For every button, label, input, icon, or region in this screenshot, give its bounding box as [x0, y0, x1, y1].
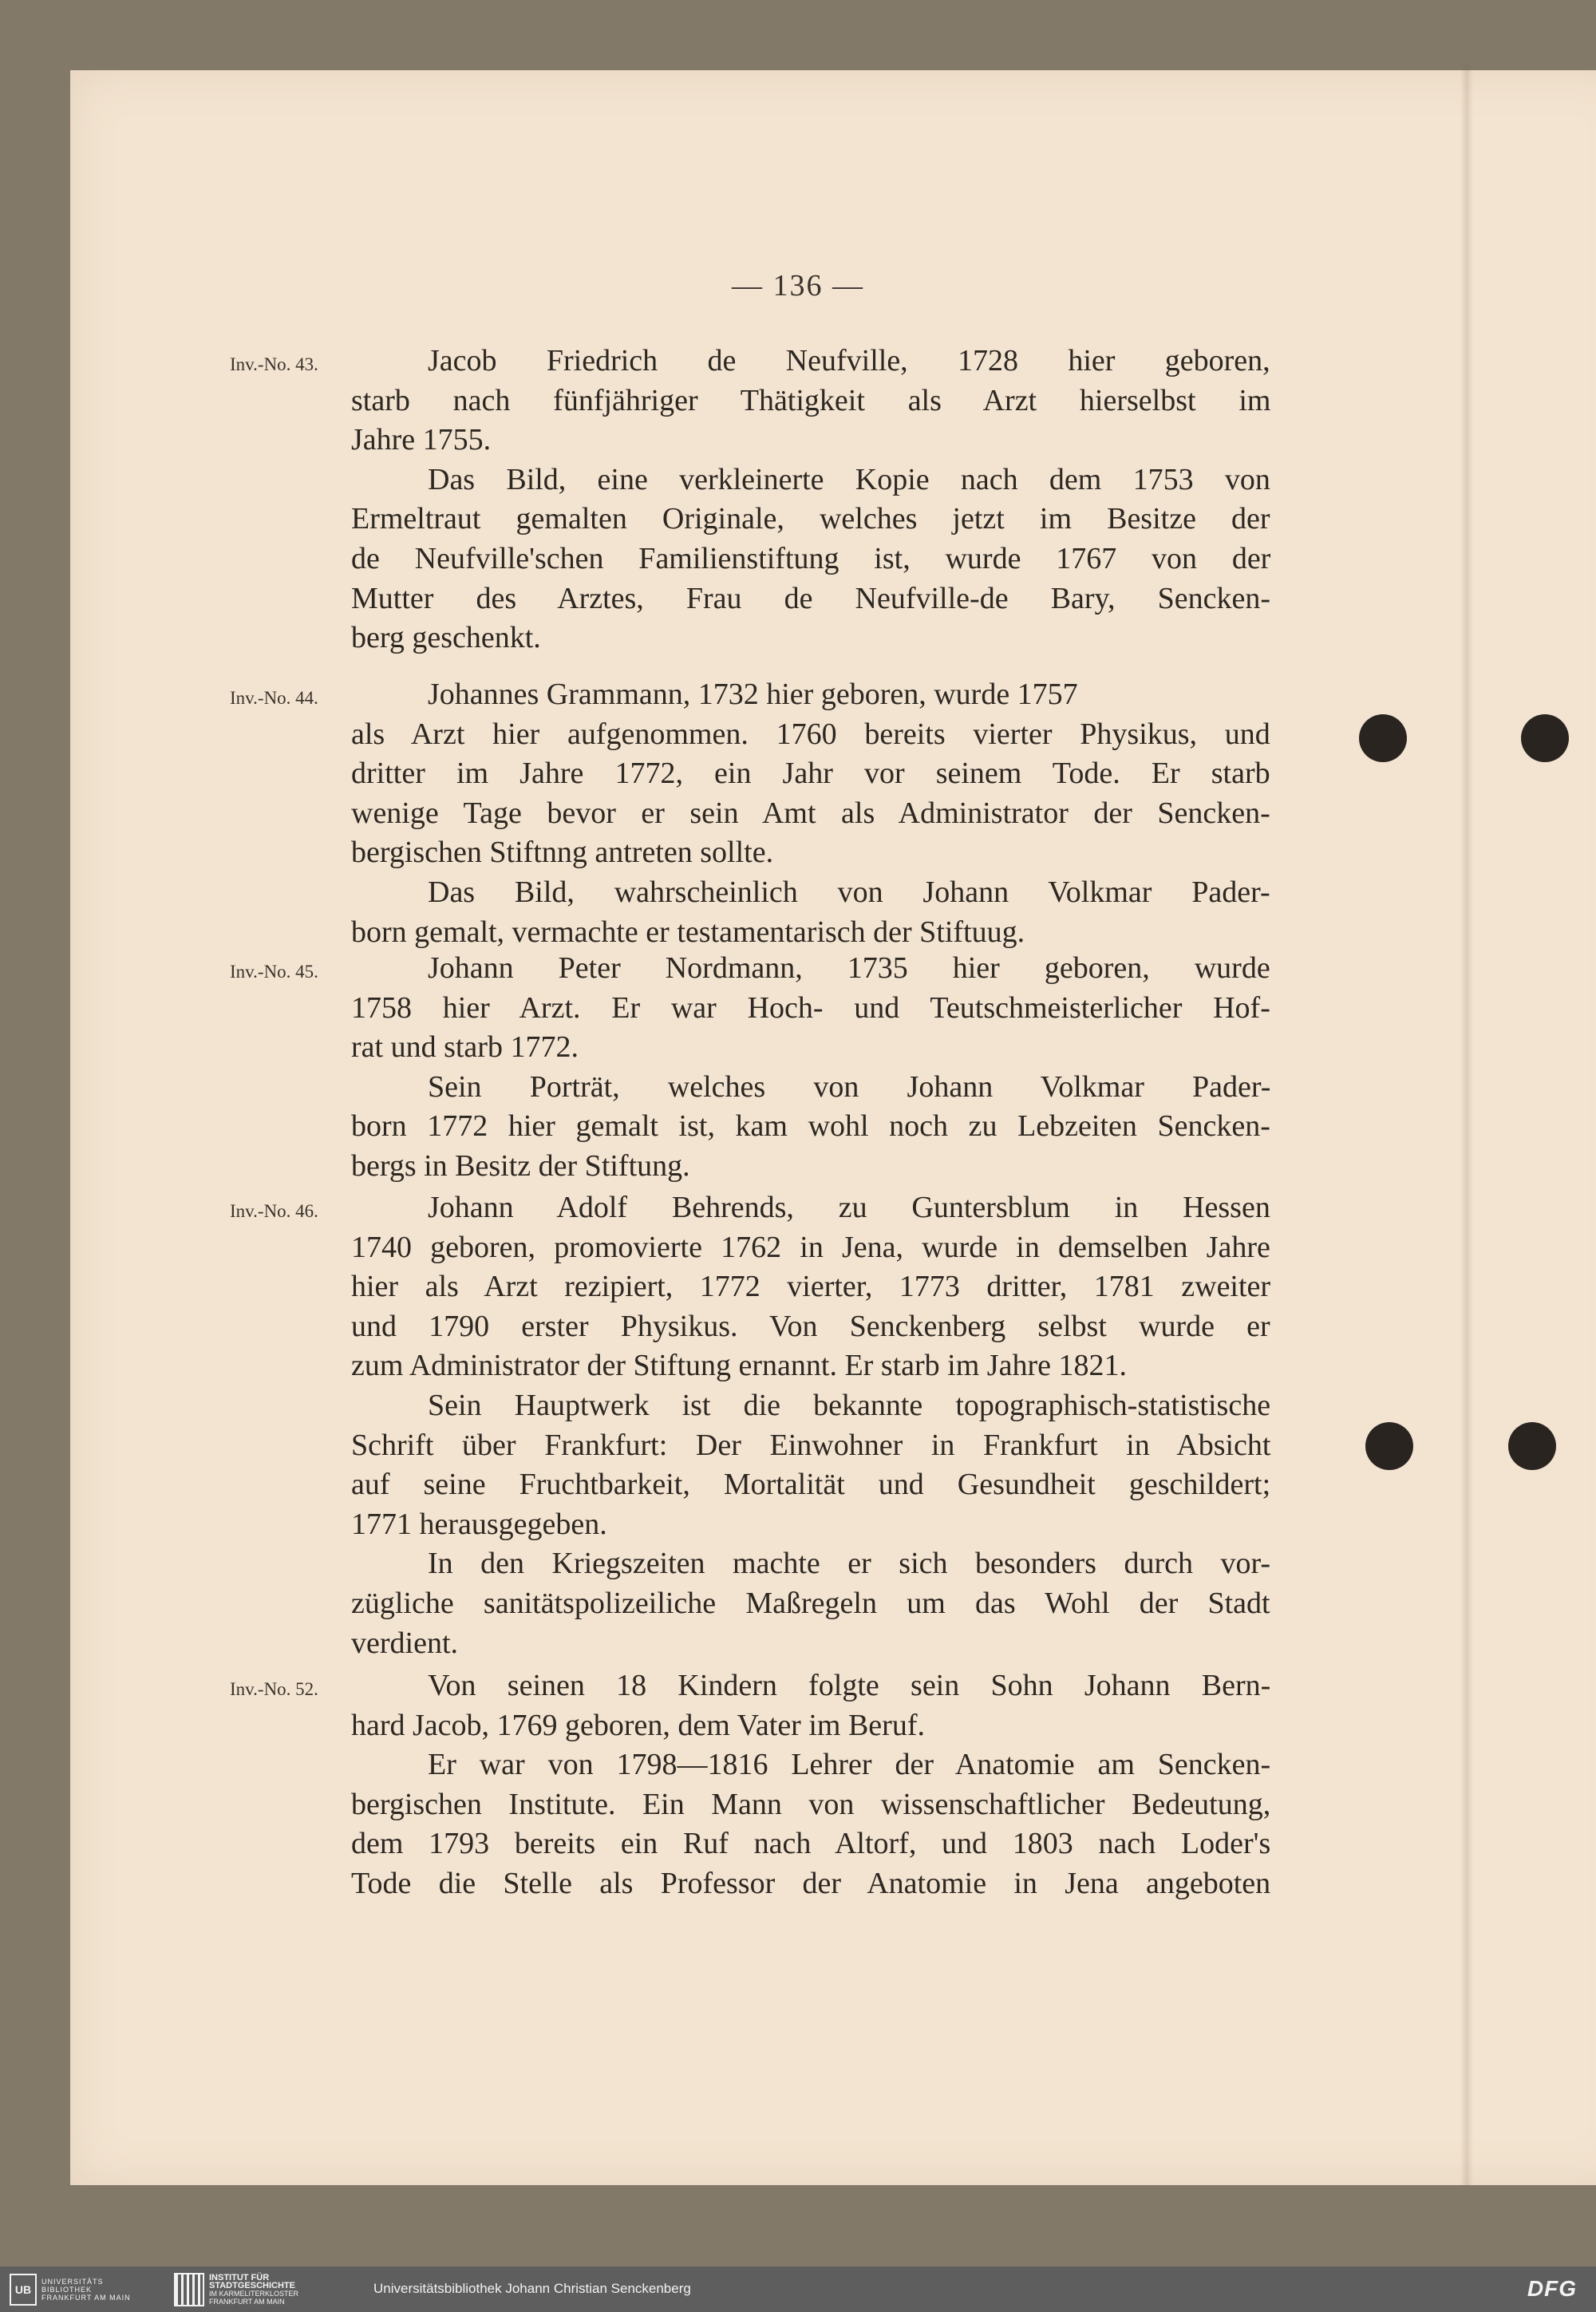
page-number: — 136 —	[732, 269, 864, 302]
inventory-number: Inv.-No. 45.	[230, 962, 318, 982]
text-line: zügliche sanitätspolizeiliche Maßregeln um das Wohl der Stadt	[351, 1587, 1270, 1620]
text-line: Tode die Stelle als Professor der Anatomie in Jena angeboten	[351, 1867, 1271, 1900]
text-line: auf seine Fruchtbarkeit, Mortalität und Gesundheit geschildert;	[351, 1468, 1271, 1502]
isg-logo-text: INSTITUT FÜR STADTGESCHICHTE IM KARMELITERKLOSTER FRANKFURT AM MAIN	[209, 2273, 299, 2306]
ub-logo-text: UNIVERSITÄTS BIBLIOTHEK FRANKFURT AM MAIN	[41, 2278, 131, 2302]
library-name[interactable]: Universitätsbibliothek Johann Christian Senckenberg	[373, 2281, 691, 2296]
text-line: zum Administrator der Stiftung ernannt. Er starb im Jahre 1821.	[351, 1349, 1127, 1383]
text-line: Von seinen 18 Kindern folgte sein Sohn Johann Bern-	[428, 1669, 1271, 1702]
punch-hole	[1508, 1422, 1556, 1470]
text-line: verdient.	[351, 1626, 459, 1660]
inventory-number: Inv.-No. 52.	[230, 1679, 318, 1699]
punch-hole	[1359, 714, 1407, 762]
punch-hole	[1521, 714, 1569, 762]
text-line: 1758 hier Arzt. Er war Hoch- und Teutschmeisterlicher Hof-	[351, 990, 1270, 1025]
text-line: rat und starb 1772.	[351, 1030, 579, 1065]
text-line: dem 1793 bereits ein Ruf nach Altorf, und 1803 nach Loder's	[351, 1827, 1271, 1861]
inventory-number: Inv.-No. 43.	[230, 354, 318, 374]
punch-hole	[1365, 1422, 1413, 1470]
text-line: Sein Porträt, welches von Johann Volkmar Pader-	[428, 1069, 1271, 1104]
text-line: bergischen Stiftnng antreten sollte.	[351, 836, 774, 870]
text-line: Mutter des Arztes, Frau de Neufville-de Bary, Sencken-	[351, 581, 1270, 615]
text-line: Jacob Friedrich de Neufville, 1728 hier geboren,	[428, 344, 1270, 377]
text-line: Johann Peter Nordmann, 1735 hier geboren, wurde	[428, 951, 1270, 985]
text-line: Das Bild, eine verkleinerte Kopie nach dem 1753 von	[428, 462, 1270, 496]
text-line: Er war von 1798—1816 Lehrer der Anatomie am Sencken-	[428, 1748, 1271, 1782]
page-fold-shadow	[1460, 64, 1473, 2187]
text-line: born gemalt, vermachte er testamentarisch der Stiftuug.	[351, 915, 1025, 949]
text-line: 1771 herausgegeben.	[351, 1507, 607, 1541]
text-line: Johann Adolf Behrends, zu Guntersblum in Hessen	[428, 1191, 1270, 1224]
text-line: und 1790 erster Physikus. Von Senckenberg selbst wurde er	[351, 1309, 1270, 1343]
ub-logo-mark: UB	[10, 2274, 37, 2306]
text-line: starb nach fünfjähriger Thätigkeit als Arzt hierselbst im	[351, 383, 1271, 417]
text-line: Ermeltraut gemalten Originale, welches jetzt im Besitze der	[351, 502, 1270, 536]
text-line: berg geschenkt.	[351, 621, 541, 655]
text-line: bergs in Besitz der Stiftung.	[351, 1149, 690, 1183]
isg-logo[interactable]	[174, 2273, 298, 2306]
inventory-number: Inv.-No. 46.	[230, 1201, 318, 1221]
text-line: In den Kriegszeiten machte er sich besonders durch vor-	[428, 1547, 1271, 1581]
ub-logo[interactable]	[10, 2273, 131, 2306]
text-line: Jahre 1755.	[351, 423, 492, 457]
text-line: bergischen Institute. Ein Mann von wissenschaftlicher Bedeutung,	[351, 1787, 1271, 1821]
text-line: Sein Hauptwerk ist die bekannte topographisch-statistische	[428, 1389, 1271, 1422]
text-line: Schrift über Frankfurt: Der Einwohner in Frankfurt in Absicht	[351, 1428, 1271, 1462]
text-line: wenige Tage bevor er sein Amt als Administrator der Sencken-	[351, 796, 1270, 830]
text-line: dritter im Jahre 1772, ein Jahr vor seinem Tode. Er starb	[351, 757, 1270, 791]
text-line: hard Jacob, 1769 geboren, dem Vater im Beruf.	[351, 1708, 925, 1742]
text-line: born 1772 hier gemalt ist, kam wohl noch zu Lebzeiten Sencken-	[351, 1109, 1270, 1144]
text-line: hier als Arzt rezipiert, 1772 vierter, 1773 dritter, 1781 zweiter	[351, 1270, 1271, 1304]
inventory-number: Inv.-No. 44.	[230, 688, 318, 708]
text-line: Johannes Grammann, 1732 hier geboren, wurde 1757	[428, 678, 1078, 711]
dfg-logo[interactable]: DFG	[1527, 2276, 1577, 2301]
text-line: Das Bild, wahrscheinlich von Johann Volkmar Pader-	[428, 875, 1270, 909]
footer-bar	[0, 2267, 1596, 2312]
text-line: als Arzt hier aufgenommen. 1760 bereits vierter Physikus, und	[351, 717, 1270, 751]
text-line: 1740 geboren, promovierte 1762 in Jena, wurde in demselben Jahre	[351, 1230, 1270, 1264]
text-line: de Neufville'schen Familienstiftung ist, wurde 1767 von der	[351, 542, 1271, 575]
isg-logo-mark	[174, 2273, 204, 2306]
